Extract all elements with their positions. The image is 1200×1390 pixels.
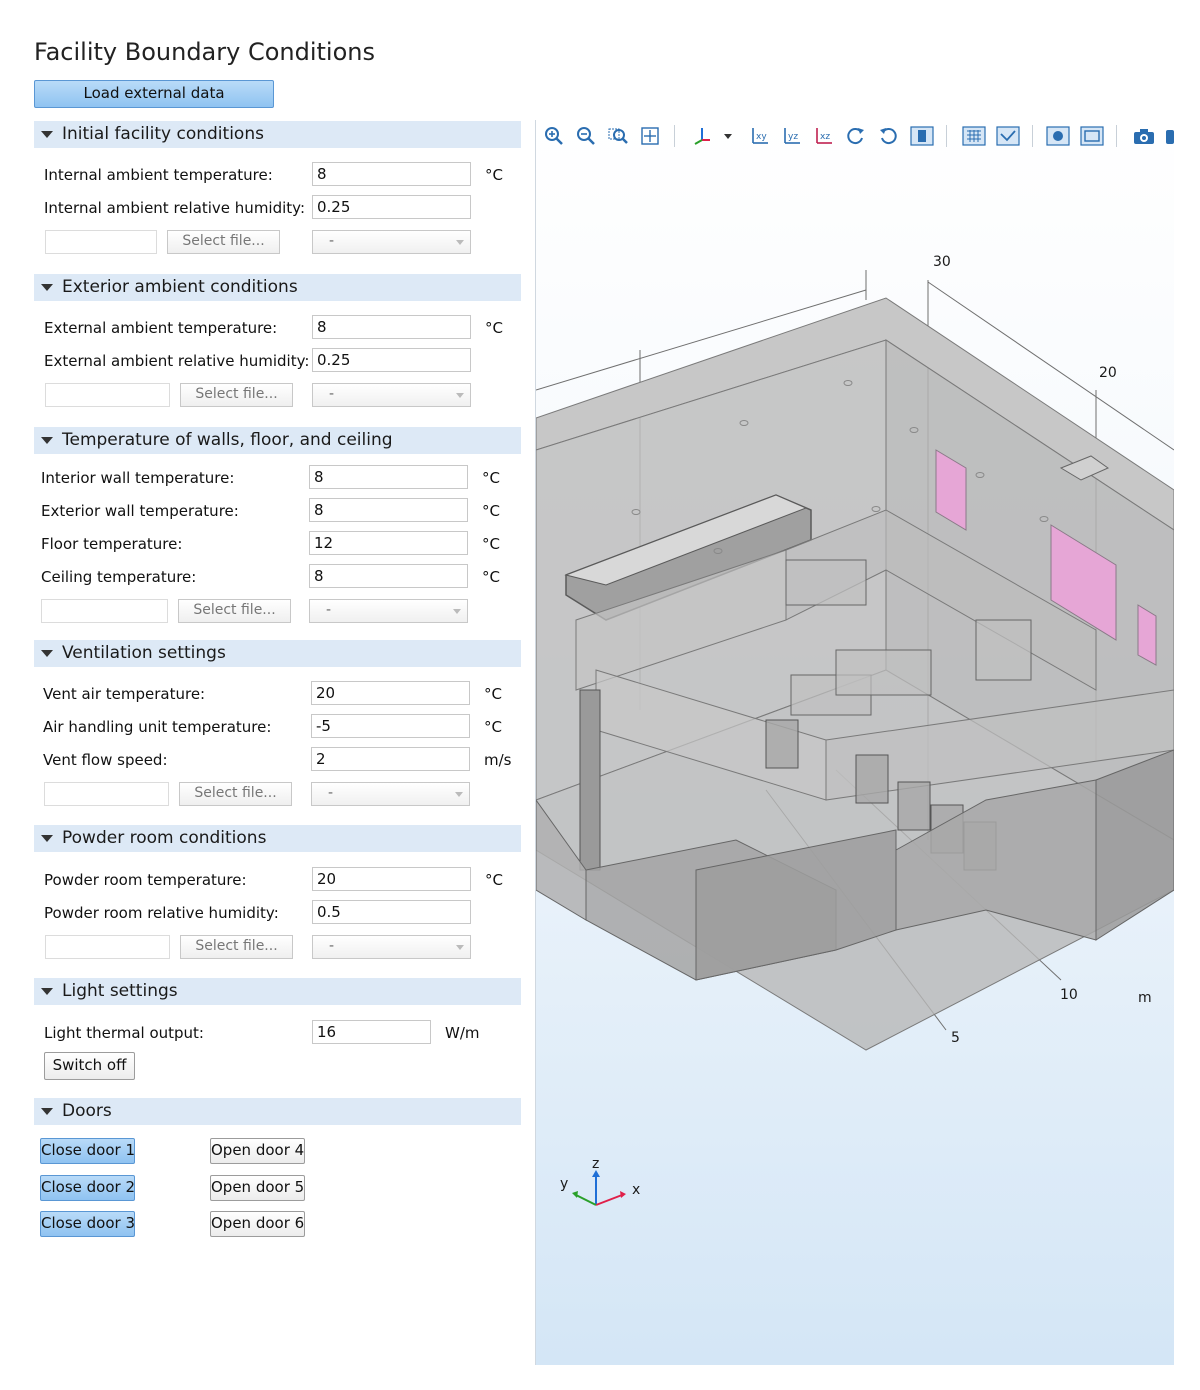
section-title: Light settings [62,981,178,1001]
powder-room-temperature-label: Powder room temperature: [44,871,247,889]
dropdown-value: - [329,233,335,249]
close-door-1-button[interactable]: Close door 1 [40,1138,135,1164]
zoom-in-icon[interactable] [544,126,564,146]
view-xy-icon[interactable] [750,126,770,146]
camera-icon[interactable] [1132,126,1156,146]
unit-label: °C [485,319,503,337]
powder-room-humidity-label: Powder room relative humidity: [44,904,279,922]
load-external-data-button[interactable]: Load external data [34,80,274,108]
powder-room-temperature-input[interactable]: 20 [312,867,471,891]
zoom-out-icon[interactable] [576,126,596,146]
file-path-field[interactable] [45,383,170,407]
file-path-field[interactable] [45,230,157,254]
open-door-5-button[interactable]: Open door 5 [210,1175,305,1201]
scene-light-icon[interactable] [910,126,934,146]
toolbar-separator [1032,125,1033,147]
page-title: Facility Boundary Conditions [34,38,375,66]
reset-view-icon[interactable] [878,126,898,146]
workbench [976,620,1031,680]
collapse-triangle-icon [41,284,53,291]
toolbar-separator [946,125,947,147]
section-title: Doors [62,1101,112,1121]
floor-temperature-input[interactable]: 12 [309,531,468,555]
chevron-down-icon [456,393,464,398]
close-door-3-button[interactable]: Close door 3 [40,1211,135,1237]
unit-label: °C [482,535,500,553]
file-column-select[interactable] [311,782,470,806]
collapse-triangle-icon [41,437,53,444]
x-axis-icon [596,1195,622,1205]
axis-tick-label: 10 [1060,987,1078,1003]
section-title: Ventilation settings [62,643,226,663]
equipment-cabinet [898,782,930,830]
svg-text:yz: yz [788,132,799,142]
y-axis-icon [576,1195,596,1205]
unit-label: °C [484,718,502,736]
interior-wall-temperature-input[interactable]: 8 [309,465,468,489]
powder-room-humidity-input[interactable]: 0.5 [312,900,471,924]
select-file-button[interactable]: Select file... [178,599,291,623]
axis-tick-label: 5 [951,1030,960,1046]
exterior-wall-temperature-input[interactable]: 8 [309,498,468,522]
file-column-select[interactable] [312,935,471,959]
unit-label: °C [484,685,502,703]
graphics-toolbar [536,120,1174,150]
triad-x-label: x [632,1182,641,1198]
internal-ambient-humidity-input[interactable]: 0.25 [312,195,471,219]
section-exterior-ambient-conditions[interactable] [34,274,521,301]
select-file-button[interactable]: Select file... [180,935,293,959]
floor-temperature-label: Floor temperature: [41,535,183,553]
door-highlight [1138,605,1156,665]
section-initial-facility-conditions[interactable] [34,121,521,148]
zoom-box-icon[interactable] [608,126,628,146]
dropdown-value: - [328,785,334,801]
dropdown-value: - [329,938,335,954]
collapse-triangle-icon [41,988,53,995]
section-title: Temperature of walls, floor, and ceiling [62,430,393,450]
switch-off-button[interactable]: Switch off [44,1052,135,1080]
dropdown-value: - [326,602,332,618]
view-yz-icon[interactable] [782,126,802,146]
unit-label: °C [485,871,503,889]
section-light-settings[interactable] [34,978,521,1005]
more-tools-icon[interactable] [1164,126,1174,146]
external-ambient-humidity-input[interactable]: 0.25 [312,348,471,372]
triad-z-label: z [592,1156,600,1172]
x-axis-arrow-icon [620,1191,626,1198]
external-ambient-temperature-label: External ambient temperature: [44,319,278,337]
triad-y-label: y [560,1176,569,1192]
workbench [786,560,866,605]
air-handling-unit-temperature-input[interactable]: -5 [311,714,470,738]
axis-tick-label: 30 [933,254,951,270]
collapse-triangle-icon [41,1108,53,1115]
collapse-triangle-icon [41,835,53,842]
air-handling-unit-temperature-label: Air handling unit temperature: [43,718,272,736]
chevron-down-icon [456,945,464,950]
internal-ambient-temperature-label: Internal ambient temperature: [44,166,273,184]
file-path-field[interactable] [44,782,169,806]
file-path-field[interactable] [41,599,168,623]
svg-text:xy: xy [756,132,767,142]
vent-air-temperature-input[interactable]: 20 [311,681,470,705]
svg-text:xz: xz [820,132,831,142]
exterior-wall-temperature-label: Exterior wall temperature: [41,502,239,520]
workbench [836,650,931,695]
internal-ambient-humidity-label: Internal ambient relative humidity: [44,199,306,217]
rotate-icon[interactable] [846,126,866,146]
chevron-down-icon [453,609,461,614]
select-file-button[interactable]: Select file... [179,782,292,806]
toolbar-separator [674,125,675,147]
unit-label: W/m [445,1024,480,1042]
view-xz-icon[interactable] [814,126,834,146]
unit-label: °C [482,502,500,520]
section-powder-room-conditions[interactable] [34,825,521,852]
collapse-triangle-icon [41,131,53,138]
axis-orientation-icon[interactable] [692,126,712,146]
ceiling-temperature-label: Ceiling temperature: [41,568,197,586]
section-doors[interactable] [34,1098,521,1125]
chevron-down-icon[interactable] [722,126,734,146]
section-wall-temperatures[interactable] [34,427,521,454]
select-file-button[interactable]: Select file... [167,230,280,254]
file-column-select[interactable] [312,230,471,254]
ceiling-temperature-input[interactable]: 8 [309,564,468,588]
section-ventilation-settings[interactable] [34,640,521,667]
axis-unit-label: m [1138,990,1152,1006]
zoom-extents-icon[interactable] [640,126,660,146]
axis-tick-label: 20 [1099,365,1117,381]
grid-icon[interactable] [962,126,986,146]
y-axis-arrow-icon [572,1191,578,1198]
column [580,690,600,870]
external-ambient-humidity-label: External ambient relative humidity: [44,352,310,370]
toolbar-separator [1116,125,1117,147]
file-path-field[interactable] [45,935,170,959]
chevron-down-icon [456,240,464,245]
vent-flow-speed-input[interactable]: 2 [311,747,470,771]
light-thermal-output-label: Light thermal output: [44,1024,204,1042]
unit-label: m/s [484,751,512,769]
interior-wall-temperature-label: Interior wall temperature: [41,469,235,487]
vent-air-temperature-label: Vent air temperature: [43,685,206,703]
exterior-wall-block [1096,750,1174,940]
equipment-cabinet [766,720,798,768]
open-door-6-button[interactable]: Open door 6 [210,1211,305,1237]
graphics-viewport[interactable] [535,120,1174,1365]
open-door-4-button[interactable]: Open door 4 [210,1138,305,1164]
chevron-down-icon [455,792,463,797]
equipment-cabinet [856,755,888,803]
unit-label: °C [482,469,500,487]
file-column-select[interactable] [309,599,468,623]
internal-ambient-temperature-input[interactable]: 8 [312,162,471,186]
wireframe-icon[interactable] [1046,126,1070,146]
unit-label: °C [482,568,500,586]
section-title: Powder room conditions [62,828,267,848]
render-icon[interactable] [1080,126,1104,146]
close-door-2-button[interactable]: Close door 2 [40,1175,135,1201]
transparency-icon[interactable] [996,126,1020,146]
vent-flow-speed-label: Vent flow speed: [43,751,168,769]
unit-label: °C [485,166,503,184]
section-title: Initial facility conditions [62,124,264,144]
section-title: Exterior ambient conditions [62,277,298,297]
file-column-select[interactable] [312,383,471,407]
light-thermal-output-input[interactable]: 16 [312,1020,431,1044]
external-ambient-temperature-input[interactable]: 8 [312,315,471,339]
select-file-button[interactable]: Select file... [180,383,293,407]
collapse-triangle-icon [41,650,53,657]
dropdown-value: - [329,386,335,402]
